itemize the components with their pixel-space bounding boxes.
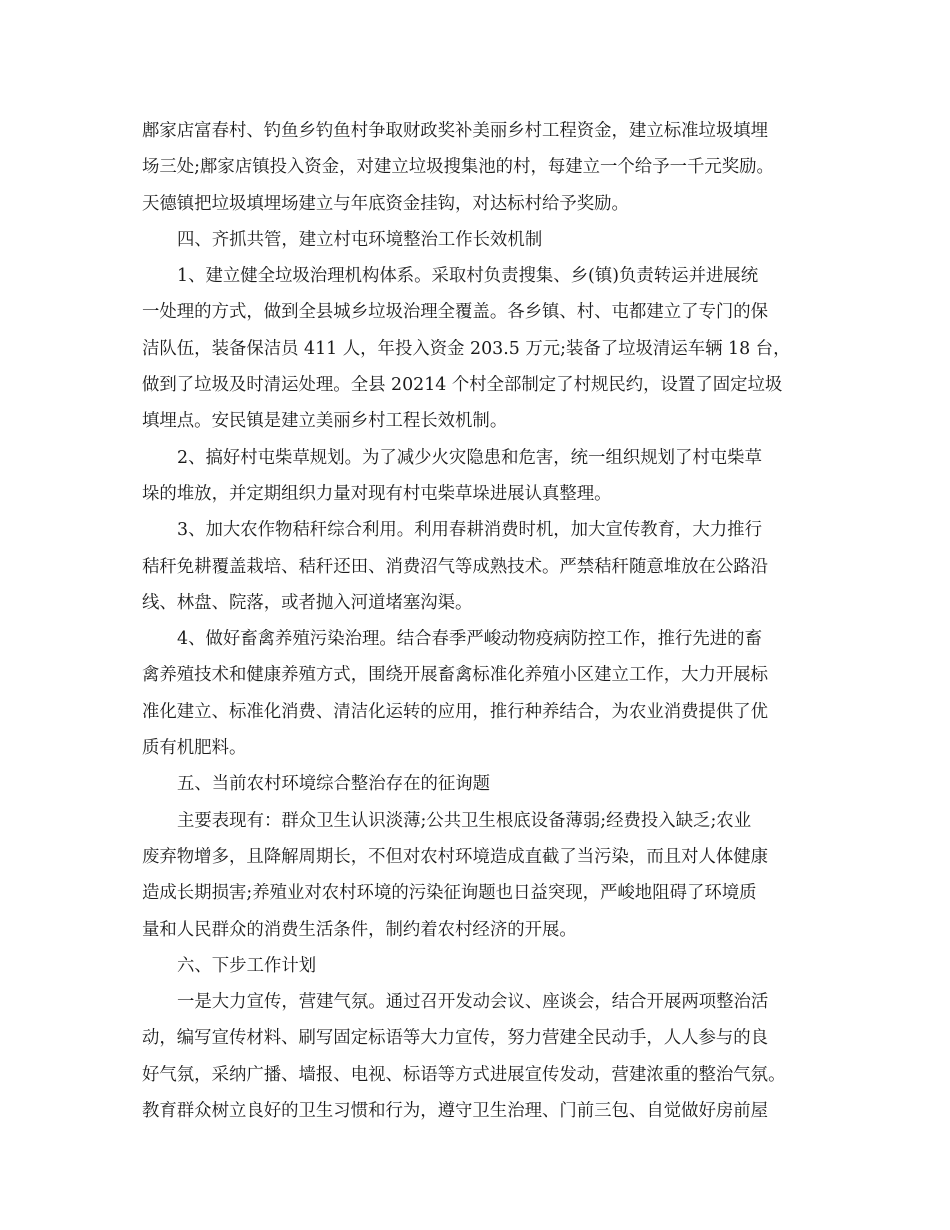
text-line: 2、搞好村屯柴草规划。为了减少火灾隐患和危害，统一组织规划了村屯柴草 [177,447,762,468]
text-line: 质有机肥料。 [142,738,247,759]
text-line: 五、当前农村环境综合整治存在的征询题 [177,774,491,795]
text-line: 天德镇把垃圾填埋场建立与年底资金挂钩，对达标村给予奖励。 [142,193,629,214]
text-line: 好气氛，采纳广播、墙报、电视、标语等方式进展宣传发动，营建浓重的整治气氛。 [142,1064,786,1085]
text-line: 填埋点。安民镇是建立美丽乡村工程长效机制。 [142,411,508,432]
text-line: 一处理的方式，做到全县城乡垃圾治理全覆盖。各乡镇、村、屯都建立了专门的保 [142,302,769,323]
text-line: 1、建立健全垃圾治理机构体系。采取村负责搜集、乡(镇)负责转运并进展统 [177,266,759,287]
text-line: 洁队伍，装备保洁员 411 人，年投入资金 203.5 万元;装备了垃圾清运车辆 18 台， [142,338,791,359]
text-line: 四、齐抓共管，建立村屯环境整治工作长效机制 [177,229,543,250]
text-line: 一是大力宣传，营建气氛。通过召开发动会议、座谈会，结合开展两项整治活 [177,992,769,1013]
text-line: 鄌家店富春村、钓鱼乡钓鱼村争取财政奖补美丽乡村工程资金，建立标准垃圾填埋 [142,121,769,141]
text-line: 4、做好畜禽养殖污染治理。结合春季严峻动物疫病防控工作，推行先进的畜 [177,629,762,650]
document-body [142,113,812,1129]
text-line: 做到了垃圾及时清运处理。全县 20214 个村全部制定了村规民约，设置了固定垃圾 [142,375,783,396]
text-line: 六、下步工作计划 [177,955,317,976]
text-line: 造成长期损害;养殖业对农村环境的污染征询题也日益突现，严峻地阻碍了环境质 [142,883,757,904]
text-line: 主要表现有：群众卫生认识淡薄;公共卫生根底设备薄弱;经费投入缺乏;农业 [177,810,752,831]
text-line: 动，编写宣传材料、刷写固定标语等大力宣传，努力营建全民动手，人人参与的良 [142,1028,769,1049]
text-line: 3、加大农作物秸秆综合利用。利用春耕消费时机，加大宣传教育，大力推行 [177,520,762,541]
text-line: 秸秆免耕覆盖栽培、秸秆还田、消费沼气等成熟技术。严禁秸秆随意堆放在公路沿 [142,556,769,577]
text-line: 废弃物增多，且降解周期长，不但对农村环境造成直截了当污染，而且对人体健康 [142,846,769,867]
text-line: 线、林盘、院落，或者抛入河道堵塞沟渠。 [142,592,473,613]
text-line: 准化建立、标准化消费、清洁化运转的应用，推行种养结合，为农业消费提供了优 [142,701,769,722]
text-line: 教育群众树立良好的卫生习惯和行为，遵守卫生治理、门前三包、自觉做好房前屋 [142,1101,769,1122]
text-line: 禽养殖技术和健康养殖方式，围绕开展畜禽标准化养殖小区建立工作，大力开展标 [142,665,769,686]
text-line: 垛的堆放，并定期组织力量对现有村屯柴草垛进展认真整理。 [142,483,612,504]
text-line: 量和人民群众的消费生活条件，制约着农村经济的开展。 [142,919,577,940]
text-line: 场三处;鄌家店镇投入资金，对建立垃圾搜集池的村，每建立一个给予一千元奖励。 [142,157,774,178]
